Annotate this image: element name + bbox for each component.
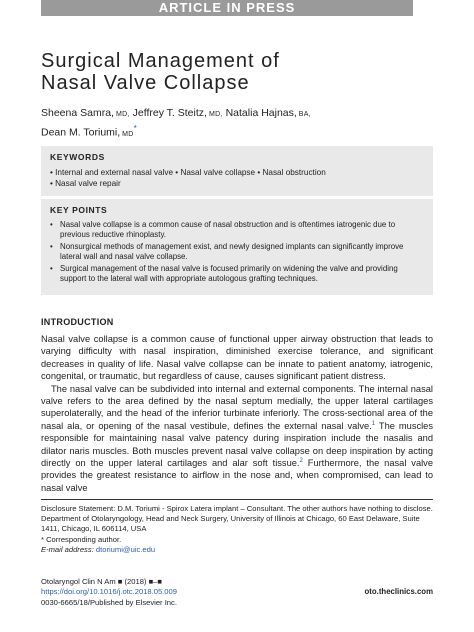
issn-line: 0030-6665/18/Published by Elsevier Inc. <box>41 597 177 607</box>
email-label: E-mail address: <box>41 544 94 554</box>
author-name: Jeffrey T. Steitz, <box>132 107 207 119</box>
key-points-list <box>50 220 424 284</box>
email-line <box>41 545 433 555</box>
intro-text: Furthermore, the nasal valve provides the greatest resistance to airflow in the nose and, when compromised, can lead to nasal valve <box>41 458 433 493</box>
key-points-box <box>41 199 433 295</box>
introduction-body <box>41 333 433 494</box>
keywords-heading: KEYWORDS <box>50 152 105 162</box>
title-line-1: Surgical Management of <box>41 50 280 72</box>
key-point-item: • Surgical management of the nasal valve is focused primarily on widening the valve and providing support to the lateral wall with appropriate autologous grafting techniques. <box>50 264 424 284</box>
article-title <box>41 50 280 94</box>
author-list <box>41 106 441 142</box>
author-name: Natalia Hajnas, <box>225 107 297 119</box>
intro-paragraph-2 <box>41 383 433 495</box>
article-in-press-banner: ARTICLE IN PRESS <box>41 0 413 16</box>
author-degree: MD, <box>115 111 130 118</box>
author-degree: BA, <box>298 111 311 118</box>
doi-link[interactable]: https://doi.org/10.1016/j.otc.2018.05.009 <box>41 587 177 597</box>
journal-site[interactable]: oto.theclinics.com <box>364 587 433 596</box>
author-degree: MD <box>122 130 134 138</box>
disclosure-statement: Disclosure Statement: D.M. Toriumi - Spirox Latera implant – Consultant. The other authors have nothing to disclose. <box>41 504 433 513</box>
author-name: Dean M. Toriumi, <box>41 126 121 139</box>
journal-citation: Otolaryngol Clin N Am ■ (2018) ■–■ <box>41 577 162 586</box>
corresponding-author-note: * Corresponding author. <box>41 534 122 544</box>
introduction-heading: INTRODUCTION <box>41 317 114 327</box>
footnote-divider <box>41 499 433 500</box>
footnotes <box>41 504 433 555</box>
intro-text: The nasal valve can be subdivided into internal and external components. The internal nasal valve refers to the area defined by the nasal septum medially, the upper lateral cartilages superolaterally, and the head of the inferior turbinate inferiorly. The cross-sectional area of the nasal ala, or opening of the nasal vestibule, defines the external nasal valve. <box>41 383 433 431</box>
reference-link-1[interactable]: 1 <box>371 420 376 427</box>
author-degree: MD, <box>208 111 223 118</box>
key-point-item: • Nonsurgical methods of management exist, and newly designed implants can significantly improve lateral wall and nasal valve collapse. <box>50 242 424 262</box>
key-points-heading: KEY POINTS <box>50 205 108 215</box>
intro-text: The muscles responsible for maintaining nasal valve patency during inspiration include the nasalis and dilator naris muscles. Both muscles prevent nasal valve collapse on deep inspiration by acting directly on the upper lateral cartilages and alar soft tissue. <box>41 420 433 469</box>
keywords-line: • Internal and external nasal valve • Nasal valve collapse • Nasal obstruction <box>50 168 326 177</box>
corresponding-author-link[interactable]: * <box>133 124 137 133</box>
keywords-box <box>41 146 433 196</box>
author-name: Sheena Samra, <box>41 107 114 119</box>
title-line-2: Nasal Valve Collapse <box>41 72 250 94</box>
reference-link-2[interactable]: 2 <box>299 457 303 464</box>
keywords-line: • Nasal valve repair <box>50 179 121 188</box>
department-affiliation: Department of Otolaryngology, Head and Neck Surgery, University of Illinois at Chicago, 60 East Delaware, Suite 1411, Chicago, IL 606114, USA <box>41 514 420 534</box>
key-point-item: • Nasal valve collapse is a common cause of nasal obstruction and is oftentimes iatrogenic due to previous reductive rhinoplasty. <box>50 220 424 240</box>
intro-paragraph-1: Nasal valve collapse is a common cause of functional upper airway obstruction that leads to varying difficulty with nasal inspiration, diminished exercise tolerance, and significant decreases in quality of life. Nasal valve collapse can be innate to patient anatomy, iatrogenic, congenital, or traumatic, but regardless of cause, causes significant patient distress. <box>41 334 433 382</box>
email-link[interactable]: dtoriumi@uic.edu <box>95 544 156 554</box>
citation-block <box>41 577 433 608</box>
